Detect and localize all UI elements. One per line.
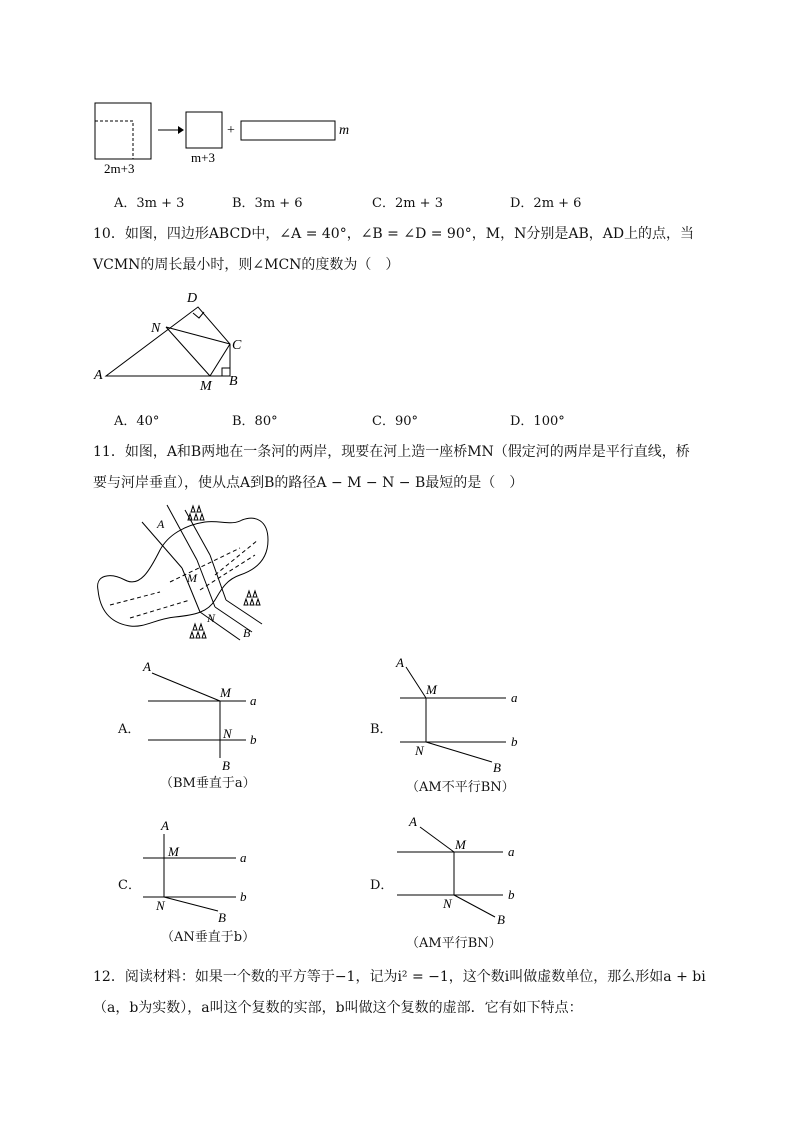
segment-am (420, 827, 454, 852)
q12-stem-line2: （a，b为实数），a叫这个复数的实部，b叫做这个复数的虚部．它有如下特点： (93, 1000, 583, 1016)
q11-option-b-caption: （AM不平行BN） (406, 780, 515, 795)
label-n: N (443, 896, 452, 911)
map-label-m: M (187, 571, 197, 585)
label-b: B (497, 912, 505, 927)
label-a: A (396, 655, 404, 670)
q12-stem-line1: 12．阅读材料：如果一个数的平方等于−1，记为i² = −1，这个数i叫做虚数单位，那么形如a + bi (93, 969, 706, 985)
segment-nb (454, 895, 495, 917)
label-b: B (493, 760, 501, 775)
label-line-a: a (250, 693, 257, 708)
point-d-label: D (187, 291, 198, 306)
label-n: N (415, 743, 424, 758)
label-b: B (222, 758, 230, 773)
rect-label: m (339, 123, 350, 138)
point-c-label: C (232, 338, 242, 353)
q11-option-a-caption: （BM垂直于a） (160, 776, 256, 791)
label-n: N (223, 726, 232, 741)
q10-stem-line1: 10．如图，四边形ABCD中，∠A = 40°，∠B = ∠D = 90°，M，N分别是AB，AD上的点，当 (93, 226, 695, 242)
q10-option-d: D．100° (510, 414, 565, 429)
label-m: M (455, 837, 466, 852)
map-label-a: A (157, 517, 165, 531)
q9-option-d: D．2m + 6 (510, 196, 582, 211)
label-m: M (426, 682, 437, 697)
plus-sign: + (227, 123, 235, 138)
q11-option-c-caption: （AN垂直于b） (161, 930, 256, 945)
label-line-b: b (240, 889, 247, 904)
big-square-label: 2m+3 (104, 161, 135, 176)
label-line-a: a (240, 850, 247, 865)
q11-stem-line1: 11．如图，A和B两地在一条河的两岸，现要在河上造一座桥MN（假定河的两岸是平行直线，桥 (93, 444, 690, 460)
q11-option-d-letter: D． (370, 878, 394, 893)
q9-option-b: B．3m + 6 (232, 196, 303, 211)
q9-option-c: C．2m + 3 (372, 196, 443, 211)
point-n-label: N (151, 321, 161, 336)
point-m-label: M (200, 379, 212, 394)
point-b-label: B (229, 374, 238, 389)
q11-option-c-letter: C． (118, 878, 141, 893)
map-label-b: B (243, 626, 251, 640)
small-square-label: m+3 (191, 150, 215, 165)
label-line-a: a (511, 690, 518, 705)
label-a: A (409, 814, 417, 829)
q10-stem-line2: VCMN的周长最小时，则∠MCN的度数为（ ） (93, 257, 400, 273)
label-m: M (168, 844, 179, 859)
q10-option-a: A．40° (114, 414, 160, 429)
label-b: B (218, 910, 226, 925)
label-line-b: b (508, 887, 515, 902)
label-n: N (156, 898, 165, 913)
q11-option-d-caption: （AM平行BN） (406, 936, 502, 951)
label-m: M (220, 685, 231, 700)
q10-option-b: B．80° (232, 414, 278, 429)
label-a: A (161, 818, 169, 833)
q11-option-b-letter: B． (370, 722, 393, 737)
label-line-b: b (511, 734, 518, 749)
label-line-a: a (508, 844, 515, 859)
point-a-label: A (94, 368, 103, 383)
q10-option-c: C．90° (372, 414, 418, 429)
label-a: A (143, 659, 151, 674)
label-line-b: b (250, 732, 257, 747)
q11-stem-line2: 要与河岸垂直），使从点A到B的路径A − M − N − B最短的是（ ） (93, 475, 524, 491)
map-label-n: N (207, 611, 216, 625)
q9-option-a: A．3m + 3 (114, 196, 185, 211)
q11-option-a-letter: A． (118, 722, 141, 737)
